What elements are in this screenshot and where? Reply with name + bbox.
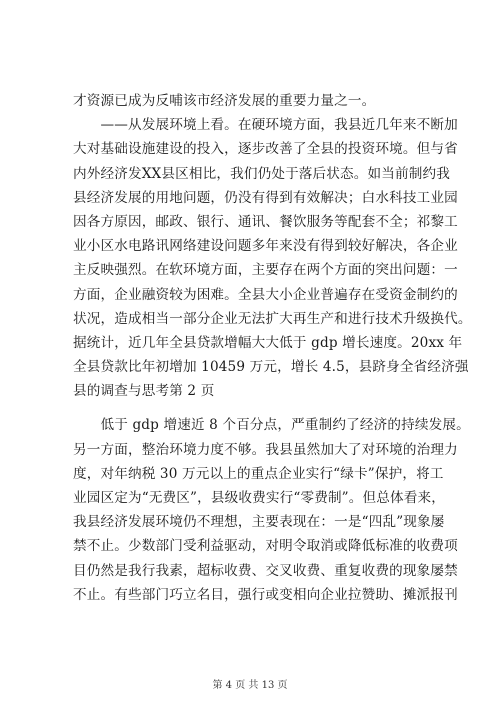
- text-line: 主反映强烈。在软环境方面，主要存在两个方面的突出问题：一: [73, 262, 458, 279]
- text-line: 全县贷款比年初增加 10459 万元，增长 4.5，县跻身全省经济强: [73, 359, 469, 376]
- text-line: 度，对年纳税 30 万元以上的重点企业实行“绿卡”保护，将工: [73, 465, 444, 482]
- text-line: 禁不止。少数部门受利益驱动，对明令取消或降低标准的收费项: [73, 538, 458, 555]
- text-line: 业园区定为“无费区”，县级收费实行“零费制”。但总体看来，: [73, 490, 445, 506]
- text-line: 不止。有些部门巧立名目，强行或变相向企业拉赞助、摊派报刊: [73, 586, 458, 603]
- paragraph-block-1: [73, 89, 472, 403]
- text-line: 县的调查与思考第 2 页: [73, 383, 215, 400]
- paragraph-gap: [73, 403, 439, 413]
- text-line: 目仍然是我行我素，超标收费、交叉收费、重复收费的现象屡禁: [73, 562, 458, 579]
- text-line: 我县经济发展环境仍不理想，主要表现在：一是“四乱”现象屡: [73, 514, 445, 531]
- text-line: 因各方原因，邮政、银行、通讯、餐饮服务等配套不全；祁黎工: [73, 213, 458, 230]
- text-line: 业小区水电路讯网络建设问题多年来没有得到较好解决，各企业: [73, 238, 458, 255]
- text-line: 县经济发展的用地问题，仍没有得到有效解决；白水科技工业园: [73, 189, 458, 206]
- text-line: ——从发展环境上看。在硬环境方面，我县近几年来不断加: [73, 117, 458, 134]
- page-number-footer: 第 4 页 共 13 页: [212, 680, 288, 691]
- text-line: 大对基础设施建设的投入，逐步改善了全县的投资环境。但与省: [73, 141, 458, 158]
- text-line: 据统计，近几年全县贷款增幅大大低于 gdp 增长速度。20xx 年: [73, 334, 463, 351]
- document-body: [73, 89, 472, 607]
- paragraph-block-2: [73, 413, 470, 607]
- text-line: 另一方面，整治环境力度不够。我县虽然加大了对环境的治理力: [73, 441, 458, 458]
- text-line: 状况，造成相当一部分企业无法扩大再生产和进行技术升级换代。: [73, 310, 472, 327]
- text-line: 内外经济发XX县区相比，我们仍处于落后状态。如当前制约我: [73, 165, 450, 182]
- text-line: 低于 gdp 增速近 8 个百分点，严重制约了经济的持续发展。: [73, 417, 470, 434]
- text-line: 方面，企业融资较为困难。全县大小企业普遍存在受资金制约的: [73, 286, 458, 303]
- text-line: 才资源已成为反哺该市经济发展的重要力量之一。: [73, 93, 376, 109]
